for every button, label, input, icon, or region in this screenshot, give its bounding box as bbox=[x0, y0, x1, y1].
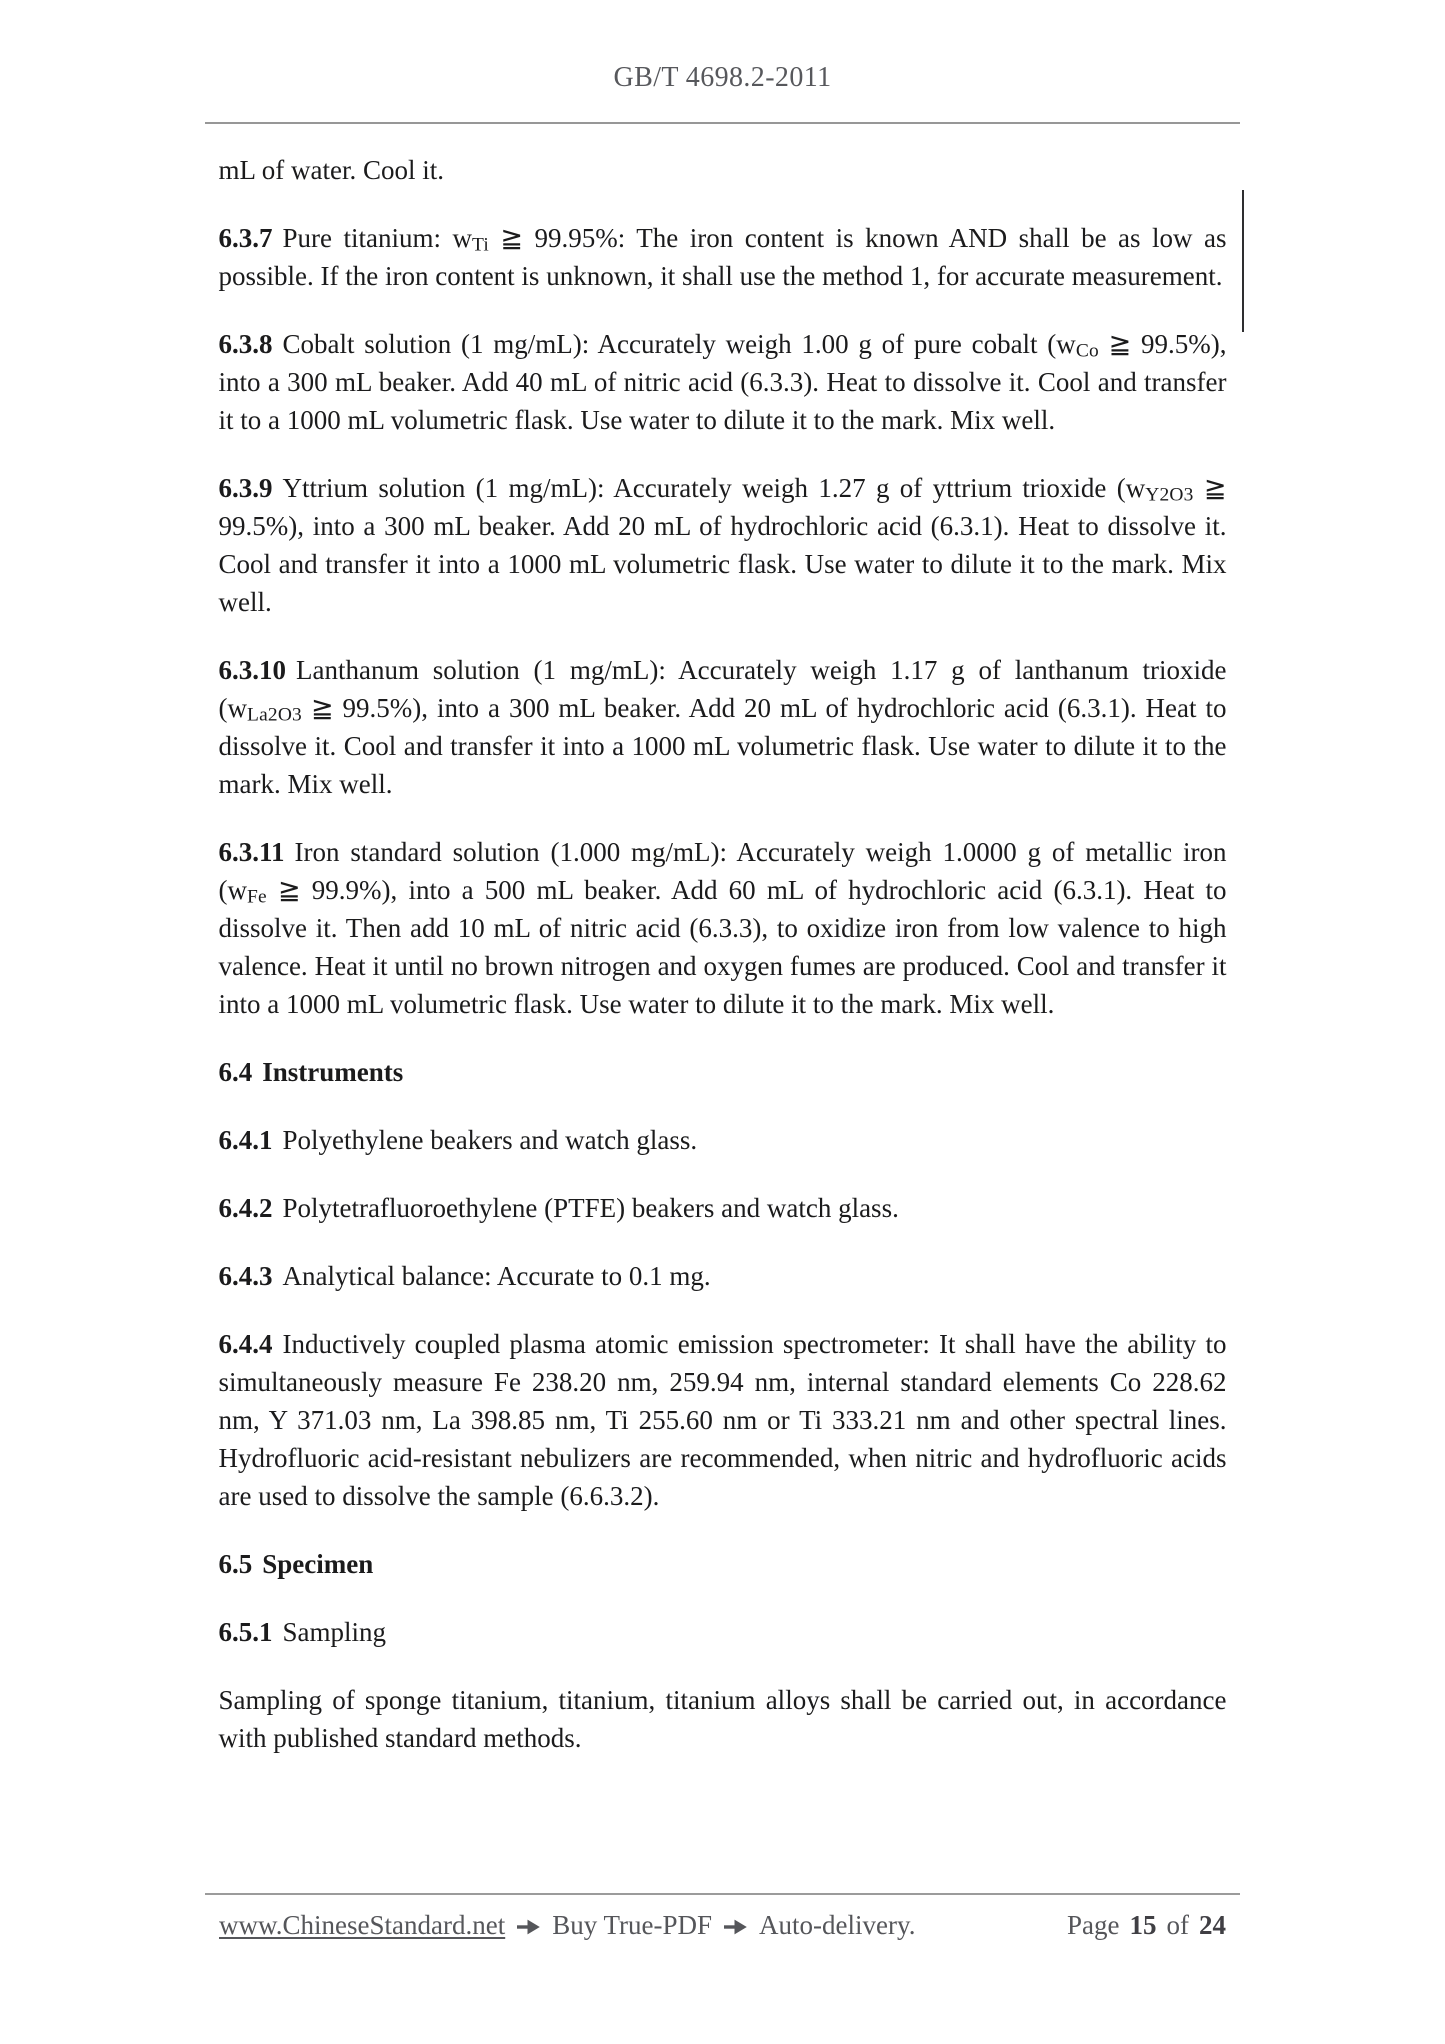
clause-6-3-11 bbox=[219, 833, 1227, 1023]
footer-divider bbox=[205, 1893, 1240, 1895]
clause-text: Pure titanium: $w_{Ti}$ ≧ 99.95%: The iron content is known AND shall be as low as possible. If the iron content is unknown, it shall use the method 1, for accurate measurement. bbox=[218, 223, 1227, 291]
current-page-number: 15 bbox=[1129, 1910, 1157, 1940]
clause-6-5-1 bbox=[219, 1613, 1227, 1651]
clause-number: 6.3.8 bbox=[218, 329, 273, 359]
document-content bbox=[219, 124, 1227, 1757]
revision-change-bar bbox=[1242, 190, 1244, 332]
paragraph-text: mL of water. Cool it. bbox=[218, 155, 444, 185]
clause-number: 6.4.2 bbox=[218, 1193, 273, 1223]
clause-text: Lanthanum solution (1 mg/mL): Accurately weigh 1.17 g of lanthanum trioxide ($w_{La2O3}$ ≧ 99.5%), into a 300 mL beaker. Add 20 mL of hydrochloric acid (6.3.1). Heat to dissolve it. Cool and transfer it into a 1000 mL volumetric flask. Use water to dilute it to the mark. Mix well. bbox=[218, 655, 1227, 799]
clause-6-3-8 bbox=[219, 325, 1227, 439]
clause-text: Yttrium solution (1 mg/mL): Accurately weigh 1.27 g of yttrium trioxide ($w_{Y2O3}$ ≧ 99.5%), into a 300 mL beaker. Add 20 mL of hydrochloric acid (6.3.1). Heat to dissolve it. Cool and transfer it into a 1000 mL volumetric flask. Use water to dilute it to the mark. Mix well. bbox=[218, 473, 1227, 617]
clause-number: 6.4.1 bbox=[218, 1125, 273, 1155]
footer-buy-text: Buy True-PDF bbox=[552, 1910, 713, 1940]
section-heading-6-5 bbox=[219, 1545, 1227, 1583]
clause-6-4-4 bbox=[219, 1325, 1227, 1515]
clause-6-3-10 bbox=[219, 651, 1227, 803]
paragraph-text: Sampling of sponge titanium, titanium, titanium alloys shall be carried out, in accordance with published standard methods. bbox=[218, 1685, 1227, 1753]
section-number: 6.4 bbox=[218, 1057, 253, 1087]
clause-6-4-1 bbox=[219, 1121, 1227, 1159]
clause-number: 6.3.7 bbox=[218, 223, 273, 253]
clause-6-3-7 bbox=[219, 219, 1227, 295]
right-arrow-icon bbox=[723, 1918, 748, 1936]
page-indicator bbox=[1067, 1909, 1226, 1941]
clause-text: Analytical balance: Accurate to 0.1 mg. bbox=[282, 1261, 711, 1291]
clause-6-4-3 bbox=[219, 1257, 1227, 1295]
section-heading-6-4 bbox=[219, 1053, 1227, 1091]
clause-text: Inductively coupled plasma atomic emission spectrometer: It shall have the ability to simultaneously measure Fe 238.20 nm, 259.94 nm, internal standard elements Co 228.62 nm, Y 371.03 nm, La 398.85 nm, Ti 255.60 nm or Ti 333.21 nm and other spectral lines. Hydrofluoric acid-resistant nebulizers are recommended, when nitric and hydrofluoric acids are used to dissolve the sample (6.6.3.2). bbox=[218, 1329, 1227, 1511]
clause-text: Polytetrafluoroethylene (PTFE) beakers and watch glass. bbox=[282, 1193, 899, 1223]
section-title: Instruments bbox=[262, 1057, 404, 1087]
clause-6-3-9 bbox=[219, 469, 1227, 621]
page-footer bbox=[205, 1893, 1240, 1941]
clause-number: 6.5.1 bbox=[218, 1617, 273, 1647]
clause-number: 6.4.4 bbox=[218, 1329, 273, 1359]
clause-text: Cobalt solution (1 mg/mL): Accurately weigh 1.00 g of pure cobalt ($w_{Co}$ ≧ 99.5%), into a 300 mL beaker. Add 40 mL of nitric acid (6.3.3). Heat to dissolve it. Cool and transfer it to a 1000 mL volumetric flask. Use water to dilute it to the mark. Mix well. bbox=[218, 329, 1227, 435]
clause-number: 6.3.10 bbox=[218, 655, 286, 685]
clause-number: 6.4.3 bbox=[218, 1261, 273, 1291]
page-label: Page bbox=[1067, 1910, 1120, 1940]
page-of-label: of bbox=[1166, 1910, 1189, 1940]
footer-promo bbox=[219, 1909, 915, 1941]
right-arrow-icon bbox=[516, 1918, 541, 1936]
footer-delivery-text: Auto-delivery. bbox=[759, 1910, 916, 1940]
paragraph-ml-water bbox=[219, 151, 1227, 189]
clause-number: 6.3.9 bbox=[218, 473, 273, 503]
page-title: GB/T 4698.2-2011 bbox=[613, 62, 832, 93]
total-page-count: 24 bbox=[1199, 1910, 1226, 1940]
clause-text: Polyethylene beakers and watch glass. bbox=[282, 1125, 698, 1155]
paragraph-sampling-note bbox=[219, 1681, 1227, 1757]
section-number: 6.5 bbox=[218, 1549, 253, 1579]
site-link[interactable]: www.ChineseStandard.net bbox=[219, 1910, 506, 1940]
clause-text: Sampling bbox=[282, 1617, 387, 1647]
clause-6-4-2 bbox=[219, 1189, 1227, 1227]
clause-number: 6.3.11 bbox=[218, 837, 285, 867]
clause-text: Iron standard solution (1.000 mg/mL): Accurately weigh 1.0000 g of metallic iron ($w_{Fe}$ ≧ 99.9%), into a 500 mL beaker. Add 60 mL of hydrochloric acid (6.3.1). Heat to dissolve it. Then add 10 mL of nitric acid (6.3.3), to oxidize iron from low valence to high valence. Heat it until no brown nitrogen and oxygen fumes are produced. Cool and transfer it into a 1000 mL volumetric flask. Use water to dilute it to the mark. Mix well. bbox=[218, 837, 1227, 1019]
section-title: Specimen bbox=[262, 1549, 374, 1579]
